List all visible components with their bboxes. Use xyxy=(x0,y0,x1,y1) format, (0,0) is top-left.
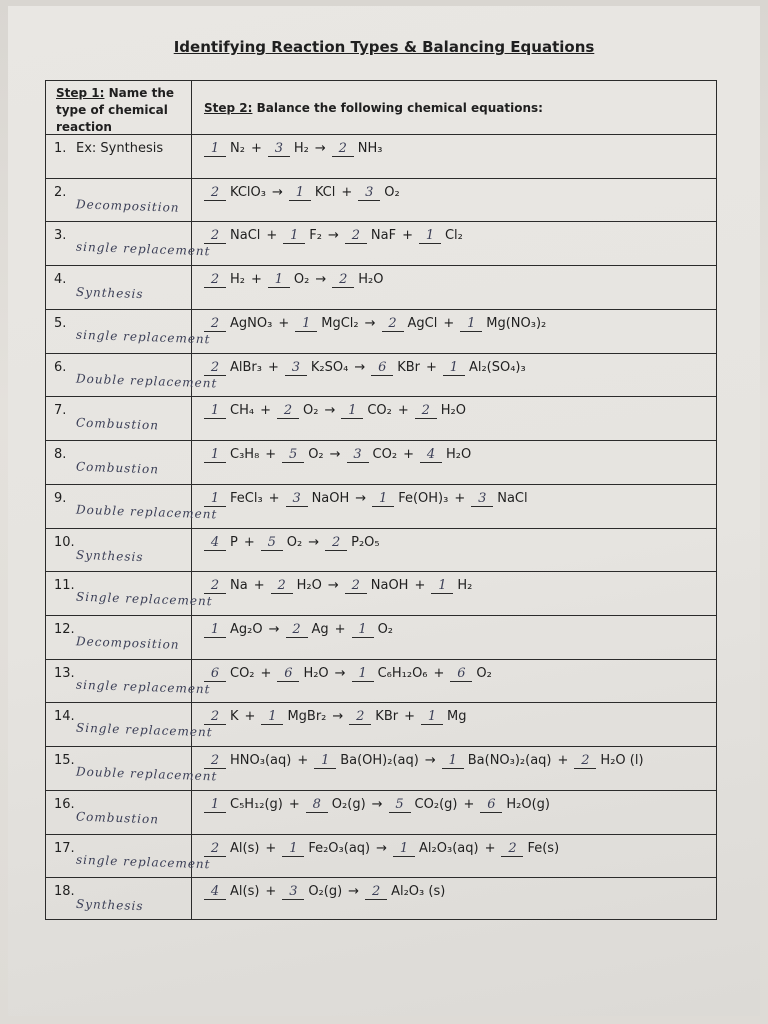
table-row xyxy=(46,353,716,397)
reaction-type-answer: Decomposition xyxy=(75,196,180,215)
coefficient-answer: 2 xyxy=(501,842,523,857)
coefficient-answer: 2 xyxy=(204,361,226,376)
plus-sign: + xyxy=(433,665,445,681)
coefficient-answer: 2 xyxy=(271,579,293,594)
reaction-type-answer: single replacement xyxy=(75,240,211,259)
row-number: 12. xyxy=(54,621,75,637)
coefficient-answer: 1 xyxy=(204,798,226,813)
chemical-formula: KBr xyxy=(397,359,421,375)
coefficient-answer: 1 xyxy=(393,842,415,857)
chemical-formula: O₂ xyxy=(377,621,394,637)
plus-sign: + xyxy=(557,753,569,769)
plus-sign: + xyxy=(402,228,413,244)
table-row xyxy=(46,396,716,440)
chemical-formula: NaF xyxy=(370,228,397,244)
row-number: 2. xyxy=(54,184,67,200)
chemical-formula: Al₂(SO₄)₃ xyxy=(468,359,526,375)
coefficient-answer: 4 xyxy=(204,536,226,551)
yields-arrow: → xyxy=(371,796,383,812)
coefficient-answer: 2 xyxy=(204,754,226,769)
chemical-formula: NH₃ xyxy=(357,141,383,156)
step2-label: Step 2: xyxy=(204,101,253,115)
plus-sign: + xyxy=(334,621,346,637)
chemical-formula: Cl₂ xyxy=(444,228,463,244)
coefficient-answer: 1 xyxy=(372,492,394,507)
plus-sign: + xyxy=(443,315,455,331)
yields-arrow: → xyxy=(268,621,280,637)
coefficient-answer: 1 xyxy=(204,623,226,638)
plus-sign: + xyxy=(244,709,256,725)
chemical-equation xyxy=(204,841,559,857)
coefficient-answer: 4 xyxy=(204,885,226,900)
plus-sign: + xyxy=(260,665,272,681)
coefficient-answer: 2 xyxy=(204,186,226,201)
table-row xyxy=(46,615,716,659)
table-row xyxy=(46,571,716,615)
chemical-formula: O₂ xyxy=(384,184,400,200)
coefficient-answer: 3 xyxy=(286,492,308,507)
coefficient-answer: 2 xyxy=(325,536,347,551)
coefficient-answer: 1 xyxy=(352,623,374,638)
reaction-type-answer: single replacement xyxy=(75,852,211,871)
reaction-type-answer: Combustion xyxy=(75,415,160,433)
plus-sign: + xyxy=(297,753,309,769)
reaction-type-answer: Single replacement xyxy=(75,589,213,609)
chemical-formula: O₂(g) xyxy=(308,884,343,900)
coefficient-answer: 2 xyxy=(332,142,354,157)
table-row xyxy=(46,265,716,309)
plus-sign: + xyxy=(288,796,300,812)
chemical-equation xyxy=(204,753,644,769)
row-number: 17. xyxy=(54,840,75,856)
chemical-formula: H₂ xyxy=(293,141,309,156)
chemical-formula: MgCl₂ xyxy=(321,315,359,331)
chemical-formula: H₂O (l) xyxy=(600,753,644,769)
coefficient-answer: 6 xyxy=(204,667,226,682)
chemical-equation xyxy=(204,185,400,201)
coefficient-answer: 6 xyxy=(277,667,299,682)
plus-sign: + xyxy=(454,490,466,506)
chemical-formula: Ba(OH)₂(aq) xyxy=(340,753,419,769)
coefficient-answer: 8 xyxy=(306,798,328,813)
coefficient-answer: 1 xyxy=(261,710,283,725)
coefficient-answer: 6 xyxy=(480,798,502,813)
plus-sign: + xyxy=(250,141,262,156)
chemical-formula: AgNO₃ xyxy=(230,315,273,331)
row-number: 1. xyxy=(54,141,67,156)
coefficient-answer: 1 xyxy=(352,667,374,682)
chemical-equation xyxy=(204,491,528,507)
chemical-formula: H₂O xyxy=(445,447,472,463)
plus-sign: + xyxy=(266,228,278,244)
yields-arrow: → xyxy=(334,665,346,681)
chemical-formula: KClO₃ xyxy=(230,184,266,200)
reaction-type-answer: Single replacement xyxy=(75,720,213,740)
row-number: 8. xyxy=(54,447,67,463)
chemical-formula: H₂O xyxy=(440,403,467,419)
row-number: 5. xyxy=(54,315,67,331)
chemical-formula: Fe(s) xyxy=(527,840,560,856)
plus-sign: + xyxy=(341,184,353,200)
chemical-formula: C₅H₁₂(g) xyxy=(230,796,283,812)
plus-sign: + xyxy=(278,315,290,331)
chemical-equation xyxy=(204,272,384,288)
chemical-formula: CH₄ xyxy=(230,403,255,419)
chemical-formula: K₂SO₄ xyxy=(310,359,349,375)
coefficient-answer: 1 xyxy=(295,317,317,332)
chemical-equation xyxy=(204,709,466,725)
coefficient-answer: 2 xyxy=(349,710,371,725)
step1-header xyxy=(56,85,188,136)
yields-arrow: → xyxy=(327,578,339,594)
plus-sign: + xyxy=(265,840,277,856)
coefficient-answer: 3 xyxy=(358,186,380,201)
chemical-formula: CO₂(g) xyxy=(414,796,458,812)
yields-arrow: → xyxy=(308,534,320,550)
table-row xyxy=(46,221,716,265)
chemical-formula: H₂O(g) xyxy=(506,796,550,812)
row-number: 15. xyxy=(54,753,75,769)
coefficient-answer: 1 xyxy=(421,710,443,725)
coefficient-answer: 1 xyxy=(431,579,453,594)
chemical-equation xyxy=(204,141,382,157)
coefficient-answer: 3 xyxy=(268,142,290,157)
plus-sign: + xyxy=(267,359,279,375)
step1-text: Name the type of chemical reaction xyxy=(56,86,175,134)
coefficient-answer: 2 xyxy=(345,579,367,594)
yields-arrow: → xyxy=(376,840,388,856)
reaction-type-answer: Synthesis xyxy=(75,897,144,914)
coefficient-answer: 1 xyxy=(204,142,226,157)
row-number: 6. xyxy=(54,359,67,375)
table-row xyxy=(46,834,716,878)
reaction-type-answer: Combustion xyxy=(75,809,160,827)
coefficient-answer: 2 xyxy=(365,885,387,900)
coefficient-answer: 5 xyxy=(282,448,304,463)
coefficient-answer: 3 xyxy=(471,492,493,507)
reaction-type-answer: Combustion xyxy=(75,459,160,477)
reaction-type-answer: Ex: Synthesis xyxy=(76,141,164,156)
table-row xyxy=(46,746,716,790)
row-number: 13. xyxy=(54,665,75,681)
table-row xyxy=(46,702,716,746)
plus-sign: + xyxy=(268,490,280,506)
plus-sign: + xyxy=(414,578,426,594)
coefficient-answer: 1 xyxy=(289,186,311,201)
chemical-formula: P₂O₅ xyxy=(351,534,380,550)
plus-sign: + xyxy=(265,447,277,463)
chemical-formula: AgCl xyxy=(407,315,438,331)
table-row xyxy=(46,528,716,572)
plus-sign: + xyxy=(265,884,277,900)
step2-header xyxy=(204,101,543,115)
chemical-formula: O₂ xyxy=(476,665,492,681)
chemical-formula: C₃H₈ xyxy=(230,447,260,463)
row-number: 11. xyxy=(54,578,75,594)
coefficient-answer: 5 xyxy=(389,798,411,813)
chemical-equation xyxy=(204,666,492,682)
coefficient-answer: 3 xyxy=(347,448,369,463)
yields-arrow: → xyxy=(329,447,341,463)
yields-arrow: → xyxy=(328,228,339,244)
coefficient-answer: 1 xyxy=(204,448,226,463)
table-row xyxy=(46,440,716,484)
chemical-formula: CO₂ xyxy=(230,665,255,681)
chemical-formula: O₂(g) xyxy=(331,796,366,812)
plus-sign: + xyxy=(243,534,255,550)
yields-arrow: → xyxy=(315,272,327,288)
reaction-type-answer: Synthesis xyxy=(75,547,144,564)
chemical-equation xyxy=(204,447,471,463)
chemical-formula: O₂ xyxy=(286,534,303,550)
chemical-formula: H₂ xyxy=(457,578,473,594)
coefficient-answer: 2 xyxy=(382,317,404,332)
chemical-formula: NaCl xyxy=(230,228,261,244)
coefficient-answer: 1 xyxy=(314,754,336,769)
chemical-formula: H₂O xyxy=(296,578,322,594)
coefficient-answer: 2 xyxy=(204,842,226,857)
chemical-formula: Al₂O₃ (s) xyxy=(391,884,446,900)
coefficient-answer: 2 xyxy=(204,317,226,332)
yields-arrow: → xyxy=(424,753,436,769)
chemical-formula: Fe₂O₃(aq) xyxy=(308,840,371,856)
coefficient-answer: 1 xyxy=(268,273,290,288)
row-number: 18. xyxy=(54,884,75,900)
coefficient-answer: 1 xyxy=(341,404,363,419)
chemical-formula: K xyxy=(230,709,239,725)
chemical-formula: KBr xyxy=(375,709,399,725)
coefficient-answer: 1 xyxy=(442,754,464,769)
coefficient-answer: 6 xyxy=(371,361,393,376)
coefficient-answer: 1 xyxy=(443,361,465,376)
coefficient-answer: 2 xyxy=(204,229,226,244)
chemical-formula: MgBr₂ xyxy=(287,709,327,725)
plus-sign: + xyxy=(253,578,265,594)
yields-arrow: → xyxy=(348,884,360,900)
table-row xyxy=(46,309,716,353)
chemical-formula: CO₂ xyxy=(367,403,392,419)
plus-sign: + xyxy=(463,796,475,812)
chemical-formula: KCl xyxy=(314,184,336,200)
coefficient-answer: 4 xyxy=(420,448,442,463)
plus-sign: + xyxy=(403,447,414,463)
coefficient-answer: 3 xyxy=(285,361,307,376)
chemical-formula: N₂ xyxy=(230,141,245,156)
chemical-formula: F₂ xyxy=(309,228,322,244)
chemical-formula: O₂ xyxy=(302,403,319,419)
plus-sign: + xyxy=(404,709,415,725)
coefficient-answer: 2 xyxy=(204,710,226,725)
chemical-formula: AlBr₃ xyxy=(230,359,262,375)
table-row xyxy=(46,178,716,222)
chemical-equation xyxy=(204,228,463,244)
chemical-formula: Al(s) xyxy=(230,884,260,900)
step2-text: Balance the following chemical equations: xyxy=(256,101,543,115)
chemical-formula: Ag₂O xyxy=(230,621,263,637)
plus-sign: + xyxy=(260,403,271,419)
yields-arrow: → xyxy=(324,403,336,419)
table-row xyxy=(46,877,716,921)
chemical-formula: O₂ xyxy=(293,272,310,288)
row-number: 16. xyxy=(54,796,75,812)
coefficient-answer: 1 xyxy=(460,317,482,332)
reaction-type-answer: single replacement xyxy=(75,677,211,696)
coefficient-answer: 3 xyxy=(282,885,304,900)
yields-arrow: → xyxy=(355,490,367,506)
reaction-type-answer: single replacement xyxy=(75,327,211,347)
chemical-equation xyxy=(204,797,550,813)
coefficient-answer: 5 xyxy=(261,536,283,551)
row-number: 9. xyxy=(54,490,67,506)
coefficient-answer: 1 xyxy=(419,229,441,244)
reaction-type-answer: Double replacement xyxy=(75,764,218,784)
chemical-formula: C₆H₁₂O₆ xyxy=(377,665,428,681)
chemical-formula: Mg xyxy=(447,709,467,725)
chemical-formula: CO₂ xyxy=(372,447,398,463)
chemical-formula: Al₂O₃(aq) xyxy=(419,840,479,856)
yields-arrow: → xyxy=(332,709,344,725)
chemical-formula: H₂O xyxy=(358,272,384,288)
coefficient-answer: 1 xyxy=(204,492,226,507)
page-title: Identifying Reaction Types & Balancing Equations xyxy=(173,38,595,56)
yields-arrow: → xyxy=(364,315,376,331)
chemical-formula: P xyxy=(230,534,238,550)
coefficient-answer: 1 xyxy=(204,404,226,419)
worksheet-table xyxy=(45,80,717,920)
coefficient-answer: 2 xyxy=(204,273,226,288)
chemical-formula: Ag xyxy=(311,621,329,637)
plus-sign: + xyxy=(484,840,496,856)
chemical-equation xyxy=(204,360,526,376)
chemical-equation xyxy=(204,316,546,332)
coefficient-answer: 2 xyxy=(332,273,354,288)
coefficient-answer: 2 xyxy=(277,404,299,419)
coefficient-answer: 1 xyxy=(283,229,305,244)
chemical-formula: Fe(OH)₃ xyxy=(398,490,449,506)
chemical-formula: NaOH xyxy=(370,578,409,594)
table-row xyxy=(46,484,716,528)
plus-sign: + xyxy=(426,359,437,375)
chemical-equation xyxy=(204,403,466,419)
coefficient-answer: 2 xyxy=(286,623,308,638)
yields-arrow: → xyxy=(314,141,326,156)
chemical-formula: Mg(NO₃)₂ xyxy=(486,315,547,331)
chemical-equation xyxy=(204,535,380,551)
coefficient-answer: 2 xyxy=(574,754,596,769)
chemical-formula: H₂ xyxy=(230,272,245,288)
chemical-formula: H₂O xyxy=(303,665,329,681)
chemical-formula: NaOH xyxy=(311,490,350,506)
yields-arrow: → xyxy=(354,359,366,375)
chemical-formula: Al(s) xyxy=(230,840,260,856)
row-number: 4. xyxy=(54,272,67,288)
coefficient-answer: 1 xyxy=(282,842,304,857)
row-number: 3. xyxy=(54,228,67,244)
table-row xyxy=(46,790,716,834)
chemical-equation xyxy=(204,884,445,900)
reaction-type-answer: Double replacement xyxy=(75,371,218,391)
row-number: 7. xyxy=(54,403,67,419)
row-number: 14. xyxy=(54,709,75,725)
table-row xyxy=(46,659,716,703)
plus-sign: + xyxy=(397,403,409,419)
chemical-formula: Ba(NO₃)₂(aq) xyxy=(467,753,552,769)
reaction-type-answer: Synthesis xyxy=(75,284,144,302)
chemical-formula: HNO₃(aq) xyxy=(230,753,292,769)
step1-label: Step 1: xyxy=(56,86,105,100)
chemical-equation xyxy=(204,622,393,638)
coefficient-answer: 6 xyxy=(450,667,472,682)
coefficient-answer: 2 xyxy=(345,229,367,244)
yields-arrow: → xyxy=(271,184,283,200)
table-row xyxy=(46,134,716,178)
reaction-type-answer: Decomposition xyxy=(75,634,180,652)
chemical-formula: O₂ xyxy=(308,447,324,463)
plus-sign: + xyxy=(251,272,262,288)
reaction-type-answer: Double replacement xyxy=(75,502,218,522)
chemical-formula: FeCl₃ xyxy=(230,490,263,506)
chemical-equation xyxy=(204,578,472,594)
chemical-formula: NaCl xyxy=(497,490,528,506)
row-number: 10. xyxy=(54,534,75,550)
coefficient-answer: 2 xyxy=(204,579,226,594)
chemical-formula: Na xyxy=(230,578,248,594)
coefficient-answer: 2 xyxy=(415,404,437,419)
